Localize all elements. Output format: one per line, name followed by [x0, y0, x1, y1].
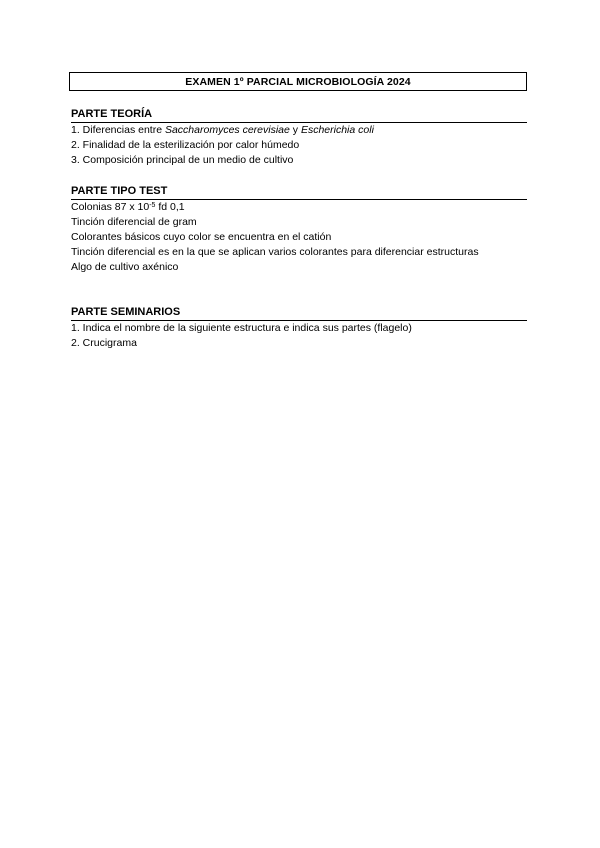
test-item-1-exponent: -5: [149, 202, 156, 209]
teoria-item-1-prefix: 1. Diferencias entre: [71, 124, 165, 136]
test-item-3: Colorantes básicos cuyo color se encuentra en el catión: [71, 231, 332, 243]
test-item-1: [71, 200, 527, 215]
teoria-item-1-and: y: [289, 124, 301, 136]
test-item-4: Tinción diferencial es en la que se aplican varios colorantes para diferenciar estructuras: [71, 246, 479, 258]
species-saccharomyces: Saccharomyces cerevisiae: [164, 124, 290, 136]
teoria-list: [71, 123, 527, 168]
teoria-item-1: [71, 123, 527, 138]
teoria-item-2: 2. Finalidad de la esterilización por calor húmedo: [71, 139, 300, 151]
section-teoria: [71, 107, 527, 168]
section-test: [71, 184, 527, 275]
section-heading-test: PARTE TIPO TEST: [71, 184, 527, 200]
seminarios-list: [71, 321, 527, 351]
seminarios-item-1: 1. Indica el nombre de la siguiente estructura e indica sus partes (flagelo): [71, 322, 412, 334]
section-seminarios: [71, 305, 527, 351]
section-heading-seminarios: PARTE SEMINARIOS: [71, 305, 527, 321]
test-list: [71, 200, 527, 275]
teoria-item-3: 3. Composición principal de un medio de cultivo: [71, 154, 294, 166]
species-escherichia: Escherichia coli: [300, 124, 374, 136]
test-item-2: Tinción diferencial de gram: [71, 216, 197, 228]
test-item-1-suffix: fd 0,1: [155, 201, 185, 213]
test-item-1-prefix: Colonias 87 x 10: [71, 201, 150, 213]
test-item-5: Algo de cultivo axénico: [71, 261, 179, 273]
section-heading-teoria: PARTE TEORÍA: [71, 107, 527, 123]
exam-title: EXAMEN 1º PARCIAL MICROBIOLOGÍA 2024: [185, 75, 411, 88]
seminarios-item-2: 2. Crucigrama: [71, 337, 137, 349]
exam-title-box: [69, 72, 527, 91]
